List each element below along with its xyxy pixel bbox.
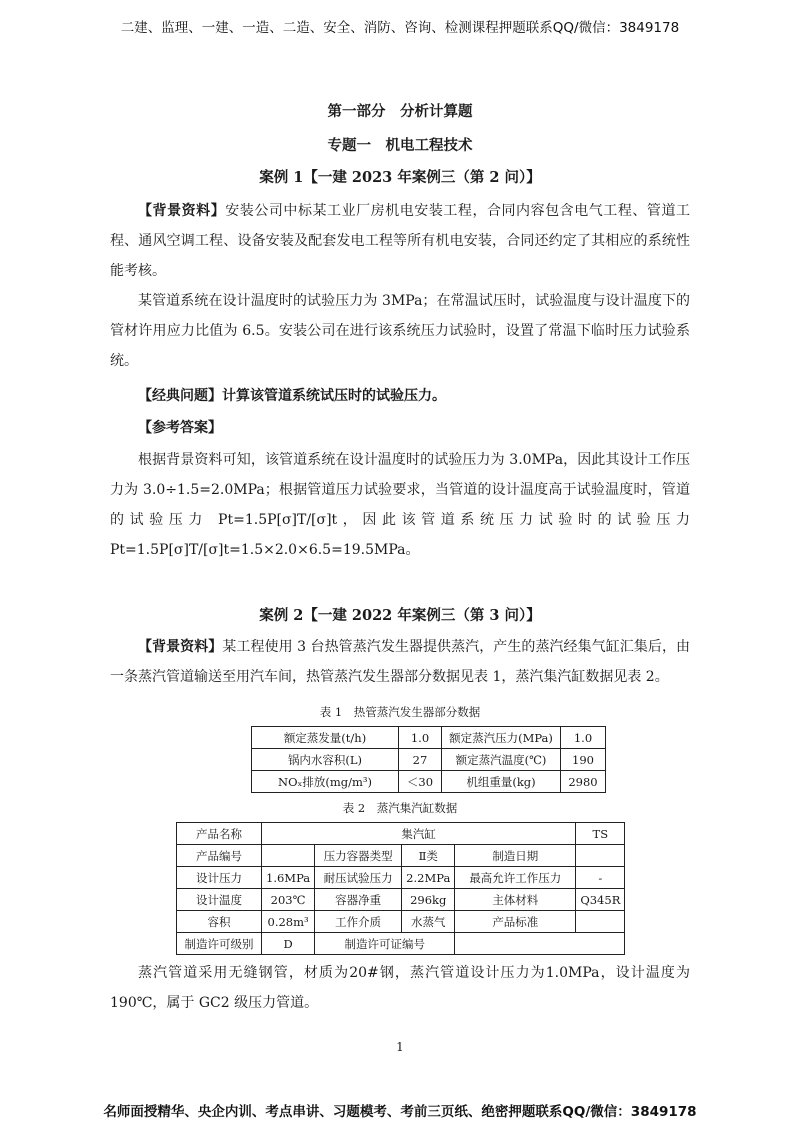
table-row — [177, 823, 625, 845]
table-cell: 0.28m³ — [262, 911, 315, 933]
table-cell: 水蒸气 — [402, 911, 455, 933]
table1 — [251, 726, 606, 793]
table-cell: 额定蒸汽温度(℃) — [442, 749, 561, 771]
table-cell — [262, 845, 315, 867]
case2-background — [110, 632, 690, 692]
page-header: 二建、监理、一建、一造、二造、安全、消防、咨询、检测课程押题联系QQ/微信：3849178 — [120, 20, 680, 36]
table2 — [176, 822, 625, 955]
topic-title: 专题一 机电工程技术 — [327, 137, 473, 154]
case2-background-label: 【背景资料】 — [138, 639, 223, 655]
table-row — [252, 727, 606, 749]
table-cell: 设计温度 — [177, 889, 262, 911]
table-row — [177, 867, 625, 889]
case1-answer-label: 【参考答案】 — [138, 420, 222, 436]
table-cell: D — [262, 933, 315, 955]
case2-background-text: 某工程使用 3 台热管蒸汽发生器提供蒸汽，产生的蒸汽经集气缸汇集后，由一条蒸汽管道输送至用汽车间，热管蒸汽发生器部分数据见表 1，蒸汽集汽缸数据见表 2。 — [110, 639, 691, 685]
table-cell: 296kg — [402, 889, 455, 911]
table-cell: 产品编号 — [177, 845, 262, 867]
table-row — [252, 771, 606, 793]
case1-title: 案例 1【一建 2023 年案例三（第 2 问）】 — [259, 169, 541, 186]
table2-caption: 表 2 蒸汽集汽缸数据 — [342, 801, 458, 815]
table-cell — [576, 911, 625, 933]
table-cell: 1.6MPa — [262, 867, 315, 889]
table-cell: - — [576, 867, 625, 889]
table-row — [177, 933, 625, 955]
case1-paragraph-2: 某管道系统在设计温度时的试验压力为 3MPa；在常温试压时，试验温度与设计温度下的管材许用应力比值为 6.5。安装公司在进行该系统压力试验时，设置了常温下临时压力试验系统。 — [110, 293, 690, 369]
table-cell: 机组重量(kg) — [442, 771, 561, 793]
case2-title: 案例 2【一建 2022 年案例三（第 3 问）】 — [259, 607, 541, 624]
table-cell: 最高允许工作压力 — [455, 867, 576, 889]
table-cell: 2.2MPa — [402, 867, 455, 889]
table-cell: TS — [576, 823, 625, 845]
table1-caption: 表 1 热管蒸汽发生器部分数据 — [319, 705, 481, 719]
table-cell: 203℃ — [262, 889, 315, 911]
table-cell: 额定蒸汽压力(MPa) — [442, 727, 561, 749]
case1-question: 【经典问题】计算该管道系统试压时的试验压力。 — [138, 388, 446, 404]
page-footer: 名师面授精华、央企内训、考点串讲、习题模考、考前三页纸、绝密押题联系QQ/微信：3849178 — [103, 1104, 697, 1120]
table-cell: 产品标准 — [455, 911, 576, 933]
table-cell: 制造许可证编号 — [315, 933, 455, 955]
case1-background-label: 【背景资料】 — [138, 203, 226, 219]
table-row — [252, 749, 606, 771]
table-cell: Ⅱ类 — [402, 845, 455, 867]
table-cell: 耐压试验压力 — [315, 867, 402, 889]
table-cell: 额定蒸发量(t/h) — [252, 727, 399, 749]
table-row — [177, 911, 625, 933]
table-cell: 1.0 — [561, 727, 606, 749]
table-row — [177, 845, 625, 867]
table-cell: 产品名称 — [177, 823, 262, 845]
table-cell: 27 — [399, 749, 442, 771]
table-row — [177, 889, 625, 911]
table-cell: 压力容器类型 — [315, 845, 402, 867]
table-cell: 主体材料 — [455, 889, 576, 911]
page-number: 1 — [396, 1040, 404, 1054]
case2-after-text: 蒸汽管道采用无缝钢管，材质为20#钢，蒸汽管道设计压力为1.0MPa，设计温度为190℃，属于 GC2 级压力管道。 — [110, 965, 690, 1011]
table-cell: ＜30 — [399, 771, 442, 793]
table-cell: 设计压力 — [177, 867, 262, 889]
table-cell: 2980 — [561, 771, 606, 793]
table-cell: 集汽缸 — [262, 823, 576, 845]
table-cell — [576, 845, 625, 867]
table-cell — [455, 933, 625, 955]
table-cell: 制造日期 — [455, 845, 576, 867]
case1-background-text: 安装公司中标某工业厂房机电安装工程，合同内容包含电气工程、管道工程、通风空调工程、设备安装及配套发电工程等所有机电安装，合同还约定了其相应的系统性能考核。 — [110, 203, 691, 279]
table-cell: 工作介质 — [315, 911, 402, 933]
case1-answer-text: 根据背景资料可知，该管道系统在设计温度时的试验压力为 3.0MPa，因此其设计工作压力为 3.0÷1.5=2.0MPa；根据管道压力试验要求，当管道的设计温度高于试验温度时，管道的试验压力 Pt=1.5P[σ]T/[σ]t，因此该管道系统压力试验时的试验压力Pt=1.5P[σ]T/[σ]t=1.5×2.0×6.5=19.5MPa。 — [110, 452, 690, 558]
table-cell: 锅内水容积(L) — [252, 749, 399, 771]
table-cell: 1.0 — [399, 727, 442, 749]
part-title: 第一部分 分析计算题 — [327, 103, 473, 120]
table-cell: Q345R — [576, 889, 625, 911]
table-cell: 190 — [561, 749, 606, 771]
table-cell: 容器净重 — [315, 889, 402, 911]
table-cell: NOₓ排放(mg/m³) — [252, 771, 399, 793]
table-cell: 容积 — [177, 911, 262, 933]
table-cell: 制造许可级别 — [177, 933, 262, 955]
case1-background — [110, 196, 690, 286]
